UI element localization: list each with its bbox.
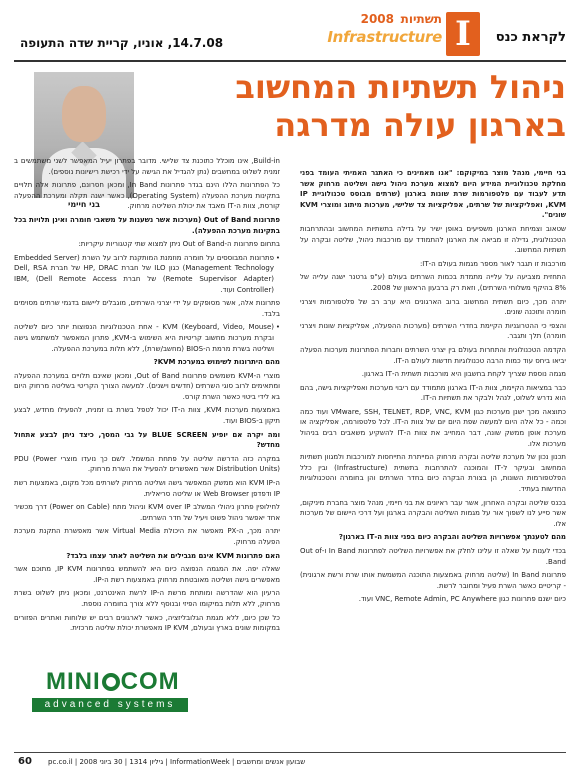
interview-question: האם פתרונות KVM אינם מגבילים את השליטה לאתר עצמו בלבד? bbox=[66, 551, 280, 560]
paragraph: באמצעות מערכות KVM, צוות ה-IT יכול לטפל בשרת בו זמנית, להפעילו מחדש, לבצע תיקון ב-BIOS ועוד. bbox=[14, 406, 280, 426]
photo-caption: בני חיימי bbox=[68, 200, 100, 209]
paragraph: שאלה יפה. את המגמה הנפוצה כיום היא להשתמש בפתרונות IP KVM, מתוכם אשר מאפשרים גישה ושליטה מאובטחת מרחוק באמצעות רשת ה-IP. bbox=[14, 565, 280, 584]
page-footer bbox=[14, 756, 566, 770]
paragraph: מוצרי ה-KVM משמשים פתרונות Out of Band, ומכאן שאינם תלויים במערכת ההפעלה ומתאימים לרוב סוגי השרתים (חדשים וישנים). למעשה הצורך הקריטי בשליטה מרחוק היום בא לידי ביטוי כאשר השרת קורס. bbox=[14, 371, 280, 401]
event-logo bbox=[327, 12, 480, 56]
event-date-location: 14.7.08, אוניו, קריית שדה התעופה bbox=[20, 36, 224, 50]
article-column-right bbox=[300, 168, 566, 608]
logo-year: 2008 bbox=[360, 12, 394, 26]
paragraph: פתרונות אלה, אשר מסופקים על ידי יצרני השרתים, מוגבלים ליישום בדגמי שרתים מסוימים בלבד. bbox=[14, 299, 280, 318]
paragraph: שטאוב וצמיחת הארגון משפיעים באופן ישיר על גדילה בתשתיות המחשוב ובהתרחבות הטכנולוגית, גדילה זו מביאה את הארגון להתמודד עם מורכבות ניהול, שליטה ובקרה על תשתיות המחשוב. bbox=[300, 224, 566, 255]
paragraph: הרעיון הוא שהדרשה ומותחת מרשת ה-IP לרשת האינטרנט, ומכאן ניתן לשלוט בשרת מרחוק, ללא תלות במיקומו הפיזי ובנוסף ללא צורך בחומרה נוספת. bbox=[14, 589, 281, 608]
article-headline bbox=[236, 68, 566, 144]
bullet-item: • KVM (Keyboard, Video, Mouse) - אחת הטכנולוגיות הנפוצות יותר כיום לשליטה ובקרת מערכות מחשוב קריטיות היא השימוש ב-KVM, פתרון המאפשר למשתמש גישה ושליטה בשרת מרמת ה-BIOS (מחשב/שרת), ללא תלות במערכת ההפעלה. bbox=[14, 322, 280, 354]
interview-question: מהם היתרונות לשימוש במערכת KVM? bbox=[153, 358, 280, 367]
paragraph: הקדמה הטכנולוגית והתחרות בעולם בין יצרני השרתים וחברות הפתרונות מערכות הפעלה יביאו ביחס עוד כמות הרבה טכנולוגיות חדשות לעולם ה-IT. bbox=[300, 345, 566, 365]
paragraph: יתרה מכך, כיום תשתית המחשוב ברוב הארגונים היא ערב רב של פלטפורמות ויצרני חומרה ותוכנה שונים. bbox=[300, 297, 566, 317]
footer-divider bbox=[14, 752, 566, 753]
paragraph: כבר במציאות הקיימת, צוות ה-IT בארגון מתמודד עם ריבוי מערכות ואפליקציות גישה, בהם הוא נדרש לשלוט, לנהל ולבקר את תשתיות ה-IT. bbox=[300, 383, 566, 403]
paragraph: Build-in, אינו מוכלל כתוכנת צד שלישי. מדובר בפתרון יעיל המאפשר לשני משתמשים ב זמנית לשלוט במחשבים (נתן להגדיל את הגישה על ידי רכישת רישיונות נוספים). bbox=[14, 157, 280, 176]
paragraph: כתוצאה מכך ישנן מערכות כגון VMware, SSH, TELNET, RDP, VNC, KVM ועוד כמה וכמה - כל אלה היום למעשה שפת היום יום של צוות ה-IT. לכל פלטפורמה, אפליקציה או מערכת אופן ממשק שונה, דבר המחייב את צוות ה-IT להשקיע משאבים רבים בניהול מערכות אלו. bbox=[300, 407, 566, 448]
paragraph: יתרה מכך, ה-PX מאפשר את היכולת Virtual Media אשר מאפשרת התקנת מערכת הפעלה מרחוק. bbox=[14, 527, 280, 546]
sponsor-tagline: advanced systems bbox=[32, 698, 188, 712]
paragraph: בתחום פתרונות ה-Out of Band ניתן למצוא שתי קטגוריות עיקריות: bbox=[78, 240, 280, 249]
logo-hebrew-title: תשתיות bbox=[400, 12, 442, 26]
paragraph: ה-KVM IP הוא ממשק המאפשר גישה ושליטה מרחוק לשרתים מכל מקום, באמצעות רשת IP ודפדפן Web Browser או שליטה סריאלית. bbox=[14, 479, 280, 498]
paragraph: והצפי כי ההטרוגניות הקיימת בחדרי השרתים (מערכות ההפעלה, אפליקציות שונות ויצרני חומרה) תלך ותגבר. bbox=[300, 321, 566, 341]
paragraph: בכנס שליטה ובקרה האחרון, אשר עבר ראיונים את בני חיימי, מנהל מוצר בחברת מיניקום, אשר סייע לנו לשפוך אור על מגמות השליטה והבקרה בארגון ועל דרכי היישום של מערכות אלו. bbox=[300, 498, 566, 528]
paragraph: כיום ישנם פתרונות כגון VNC, Remote Admin, PC Anywhere ועוד. bbox=[358, 595, 566, 604]
headline-line-1: ניהול תשתיות המחשוב bbox=[235, 68, 566, 106]
sponsor-wordmark: MINI COM bbox=[46, 668, 180, 695]
sponsor-logo bbox=[30, 668, 190, 714]
paragraph: פתרונות In Band (שליטה מרחוק באמצעות התוכנה המשמשת אותו שרת ורשת ארגונית) - קריטיים כאשר השרת פעיל ומחובר לרשת. bbox=[300, 571, 566, 590]
page-number: 60 bbox=[18, 756, 32, 767]
paragraph: כל שכן כיום, ללא מגמת הגלובליזציה, כאשר לארגונים רבים יש שלוחות ואתרים הפזורים במקומות שונים בארץ ובעולם, IP KVM מאפשרת יכולת שליטה מרכזית. bbox=[14, 613, 280, 633]
paragraph: לחילופין פתרון ניהולי המשלב KVM over IP וניהול מתח (Power on Cable) דרך מכשיר אחד יאפשר ניהול פשוט ויעיל של חדר השרתים. bbox=[14, 503, 280, 522]
paragraph: כל הפתרונות הללו הינם בגדר פתרונות In Band, ומכאן חסרונם, פתרונות אלה תלויים בתקינות מערכת ההפעלה (Operating System), כאשר ישנה תקלה ומערכת ההפעלה קורסת, צוות ה-IT מאבד את יכולת השליטה מרחוק. bbox=[14, 181, 280, 211]
paragraph: תכנון נכון של מערכת שליטה ובקרה מרחוק המייתרת התייחסות למורכבות ולמגוון תשתיות המחשוב ובעיקר ל-IT והמוכנה להתרחבות בתשתית (Infrastructure) ובין כלל הפלטפורמות השונות, הן בצורת הבקרה כיום בחדר השרתים והן בחומרה והטכנולוגיות החדשות בעתיד. bbox=[300, 453, 566, 494]
paragraph: במקרה כזה הדרשה שליטה על פתחת המשמל. לשם כך נועדו מוצרי PDU (Power Distribution Units) אשר מאפשרים להפעיל את השרת מרחוק. bbox=[14, 454, 280, 474]
header-divider bbox=[14, 60, 566, 62]
logo-english-title: Infrastructure bbox=[327, 28, 442, 46]
page-header bbox=[14, 10, 566, 60]
section-kicker: לקראת כנס bbox=[495, 30, 566, 45]
headline-line-2: בארגון עולה מדרגה bbox=[274, 106, 566, 144]
interview-question: ומה יקרה אם יופיע BLUE SCREEN על גבי המסך, כיצד ניתן לבצע אתחול מחדש? bbox=[14, 430, 280, 450]
footer-credits: שבועון אנשים ומחשבים | InformationWeek | גיליון 1314 | 30 ביוני 2008 | pc.co.il bbox=[48, 758, 306, 766]
paragraph: מורכבות זו תגבר לאור מספר מגמות בעולם ה-IT: bbox=[419, 259, 566, 268]
article-lead: בני חיימי, מנהל מוצר במיקוקם: "אנו מאמינים כי האתגר האמיתי העומד בפני מחלקת טכנולוגיית המידע היום למצוא מערכת ניהול גישה ושליטה מרחוק אשר תדע לעבוד עם פלטפורמות שרת שונות בארגון (שרתים מבוסס טכנולוגיית IP KVM, ואפליקציות של שרתים, אפליקציות צד שלישי, מערכות מיתוג ומוצרי KVM שונים". bbox=[300, 169, 566, 220]
bullet-item: • פתרונות המבוססים על חומרה מוזמנת המותקנת לרוב על השרת (Embedded Server Management Technology) כגון ILO של חברת HP, DRAC של חברת Dell, RSA (Remote Supervisor Adapter) של חברת IBM, (Dell Remote Access Controller) ועוד. bbox=[14, 253, 280, 295]
section-subhead: פתרונות Out of Band (מערכות אשר נשענות על משאבי חומרה ואינן תלויות בכל בתקינות מערכת ההפעלה). bbox=[14, 215, 281, 235]
interview-question: מהם לטענתך אפשרויות השליטה והבקרה כיום בפני צוות ה-IT בארגון? bbox=[338, 533, 566, 542]
article-column-left bbox=[14, 156, 280, 637]
paragraph: בכדי לענות על שאלה זו עלינו לחלק את אפשרויות השליטה לפתרונות In Band ו-Out of Band. bbox=[300, 547, 566, 566]
logo-ring-icon bbox=[102, 673, 120, 691]
logo-letter-mark: I bbox=[446, 12, 480, 56]
paragraph: התחזית מצביעה על עלייה מתמדת בכמות השרתים בעולם (ע"פ גרטנר ישנה עלייה של 8% בהיקף משלוחי השרתים), וזאת רק ברבעון הראשון של 2008. bbox=[300, 273, 566, 292]
paragraph: מגמה נוספת שצריך לקחת בחשבון היא מורכבות תשתית ה-IT בארגון. bbox=[361, 370, 566, 379]
